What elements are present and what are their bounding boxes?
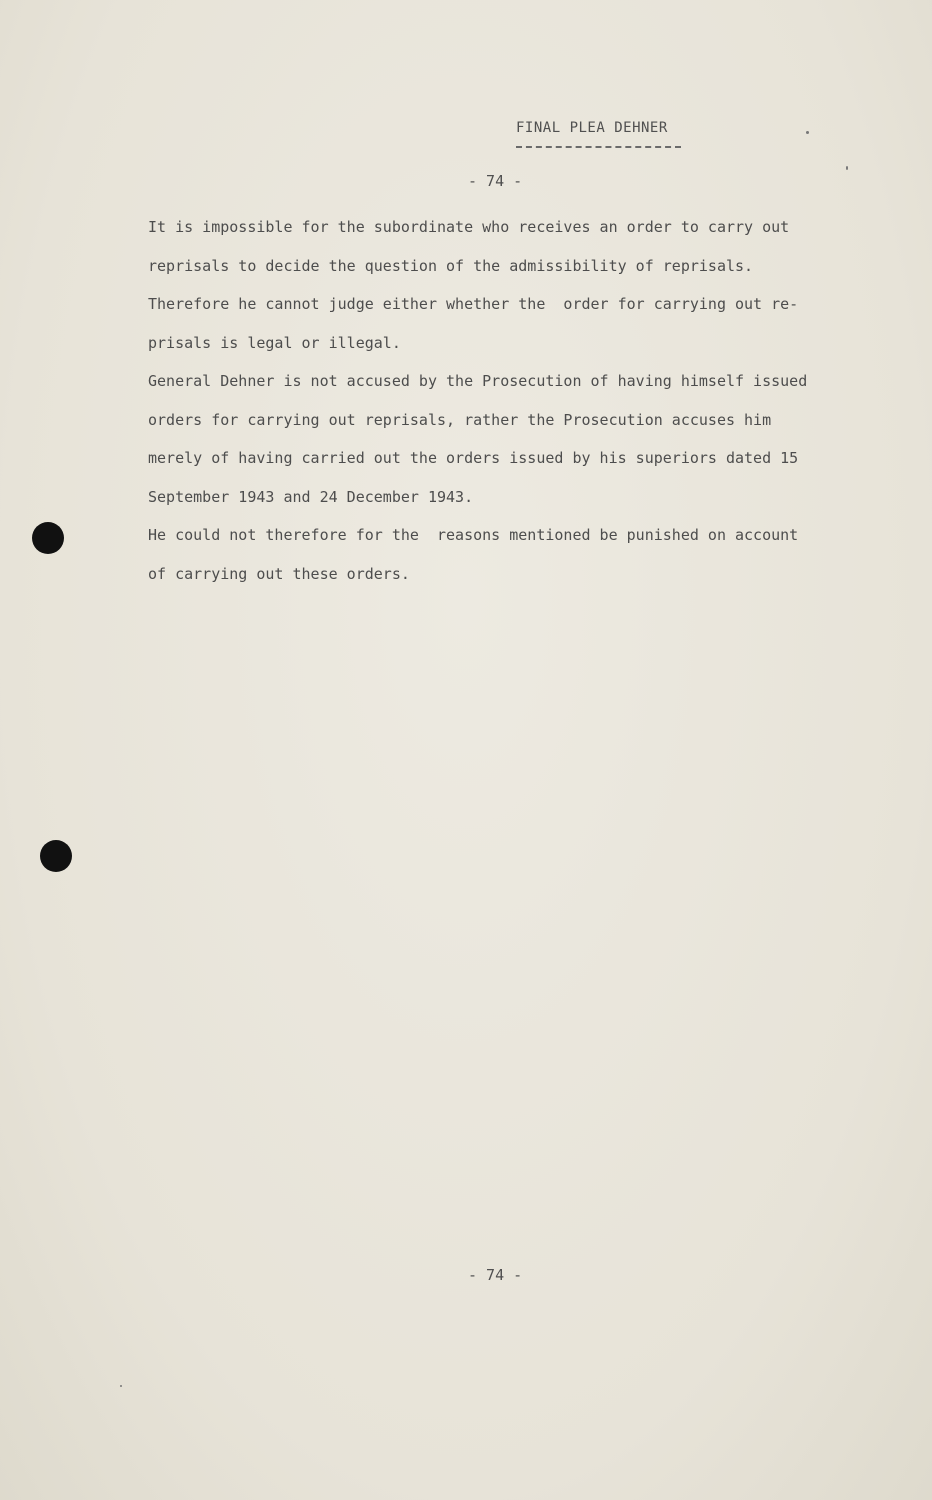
punch-hole xyxy=(32,522,64,554)
document-body xyxy=(148,208,868,593)
body-line: Therefore he cannot judge either whether the order for carrying out re- xyxy=(148,295,799,313)
page-number-bottom: - 74 - xyxy=(468,1266,523,1284)
body-line: of carrying out these orders. xyxy=(148,564,410,583)
paper-speck xyxy=(120,1385,122,1387)
body-line: merely of having carried out the orders issued by his superiors dated 15 xyxy=(148,449,799,467)
body-line: He could not therefore for the reasons mentioned be punished on account xyxy=(148,526,799,544)
paper-speck xyxy=(846,166,848,170)
header-underline xyxy=(516,146,681,148)
body-line: It is impossible for the subordinate who receives an order to carry out xyxy=(148,218,790,236)
body-line: reprisals to decide the question of the admissibility of reprisals. xyxy=(148,256,754,275)
body-line: prisals is legal or illegal. xyxy=(148,333,401,352)
punch-hole xyxy=(40,840,72,872)
body-line: orders for carrying out reprisals, rather the Prosecution accuses him xyxy=(148,410,772,429)
body-line: September 1943 and 24 December 1943. xyxy=(148,487,474,506)
body-line: General Dehner is not accused by the Prosecution of having himself issued xyxy=(148,372,808,390)
document-header-title: FINAL PLEA DEHNER xyxy=(516,120,668,136)
paper-speck xyxy=(806,131,809,134)
page-number-top: - 74 - xyxy=(468,172,523,190)
